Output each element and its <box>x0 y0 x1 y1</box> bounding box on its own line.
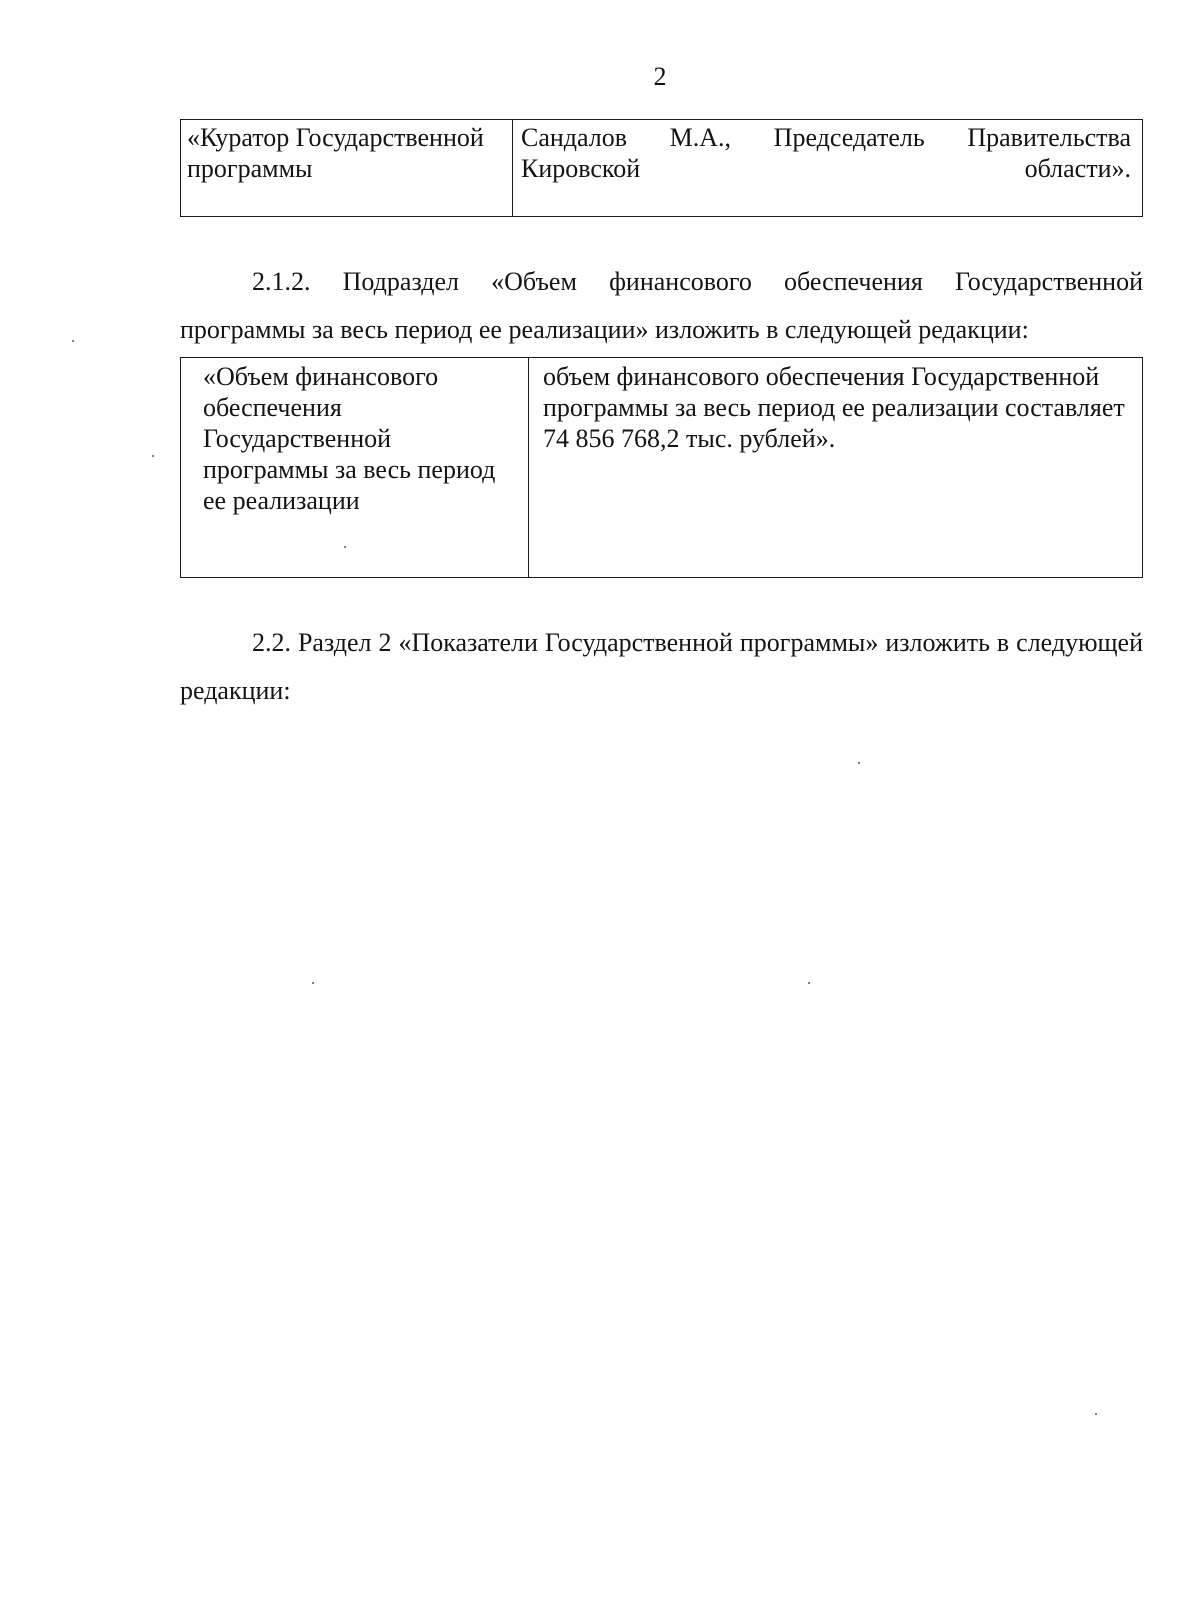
financing-label-cell: «Объем финансового обеспечения Государственной программы за весь период ее реализации <box>181 358 529 578</box>
curator-table <box>180 119 1143 217</box>
page-number: 2 <box>653 62 667 91</box>
curator-value-cell <box>513 120 1143 217</box>
table-row <box>181 358 1143 578</box>
scan-speck <box>858 762 860 764</box>
table-row <box>181 120 1143 217</box>
financing-value-cell: объем финансового обеспечения Государственной программы за весь период ее реализации составляет 74 856 768,2 тыс. рублей». <box>529 358 1143 578</box>
scan-speck <box>72 340 74 342</box>
financing-table <box>180 357 1143 578</box>
scan-speck <box>344 546 346 548</box>
scan-speck <box>808 982 810 984</box>
scan-speck <box>1095 1413 1097 1415</box>
curator-label-cell: «Куратор Государственной программы <box>181 120 513 217</box>
scan-speck <box>152 455 154 457</box>
curator-value-text: Сандалов М.А., Председатель Правительства Кировской области». <box>521 123 1131 183</box>
paragraph-2-1-2: 2.1.2. Подраздел «Объем финансового обеспечения Государственной программы за весь период ее реализации» изложить в следующей редакции: <box>180 267 1143 344</box>
paragraph-2-2: 2.2. Раздел 2 «Показатели Государственной программы» изложить в следующей редакции: <box>180 628 1143 705</box>
scan-speck <box>312 982 314 984</box>
